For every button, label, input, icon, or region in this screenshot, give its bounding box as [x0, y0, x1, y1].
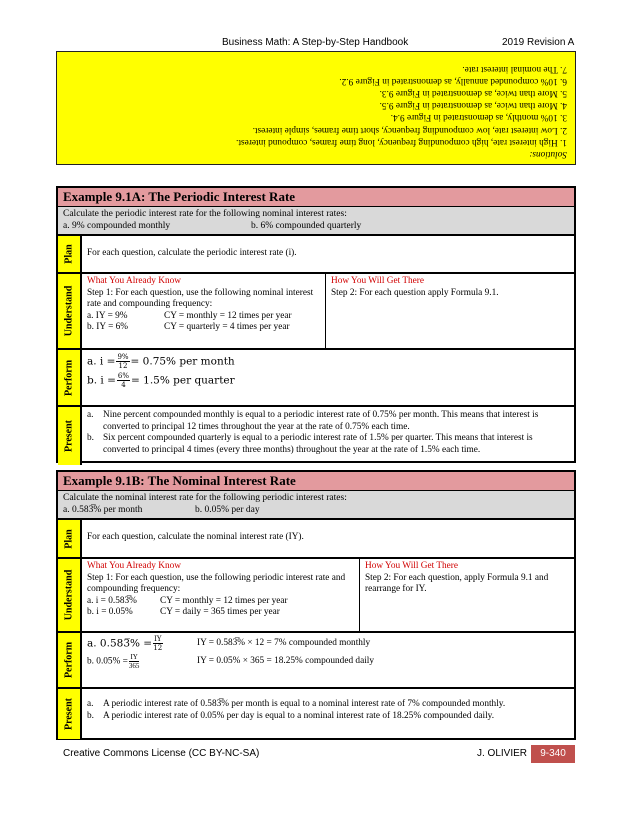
present-row	[58, 689, 574, 739]
present-a: a. Nine percent compounded monthly is equal to a periodic interest rate of 0.75% per month. This means that interest is converted to principal 12 times throughout the year at the rate of 0.75% each time.	[87, 410, 539, 432]
plan-text: For each question, calculate the nominal interest rate (IY).	[87, 532, 304, 542]
solution-item: 7. The nominal interest rate.	[462, 63, 567, 74]
problem-statement	[58, 491, 574, 520]
example-9-1b	[56, 470, 576, 740]
know-text: Step 1: For each question, use the following periodic interest rate and compounding frequency:	[87, 572, 346, 594]
understand-row	[58, 274, 574, 350]
problem-statement	[58, 207, 574, 236]
example-9-1a	[56, 186, 576, 463]
present-b: b. Six percent compounded quarterly is equal to a periodic interest rate of 1.5% per quarter. This means that interest is converted to principal 4 times (every three months) throughout the year at the rate of 1.5% each time.	[87, 433, 533, 455]
present-b: b. A periodic interest rate of 0.05% per day is equal to a nominal interest rate of 18.25% compounded daily.	[87, 710, 495, 721]
present-side-label: Present	[58, 689, 82, 739]
problem-text: Calculate the periodic interest rate for the following nominal interest rates:	[63, 209, 347, 219]
page-number: 9-340	[531, 745, 575, 763]
know-a-left: a. IY = 9%	[87, 310, 128, 321]
know-a-right: CY = monthly = 12 times per year	[160, 595, 288, 606]
how-heading: How You Will Get There	[365, 561, 459, 571]
perform-a: a. 0.583̅% = $\frac{IY}{12}$ IY = 0.583̅% × 12 = 7% compounded monthly	[87, 635, 371, 652]
know-heading: What You Already Know	[87, 276, 181, 286]
present-a: a. A periodic interest rate of 0.583̅% per month is equal to a nominal interest rate of 7% compounded monthly.	[87, 699, 506, 709]
plan-side-label: Plan	[58, 236, 82, 272]
example-title: Example 9.1A: The Periodic Interest Rate	[58, 188, 574, 207]
perform-b: b. i = $\frac{6\%}{4}$ = 1.5% per quarter	[87, 372, 235, 389]
example-title: Example 9.1B: The Nominal Interest Rate	[58, 472, 574, 491]
understand-row	[58, 559, 574, 633]
page-header	[0, 37, 630, 51]
option-a: a. 9% compounded monthly	[63, 220, 171, 231]
know-b-right: CY = daily = 365 times per year	[160, 607, 280, 617]
know-text: Step 1: For each question, use the following nominal interest rate and compounding frequency:	[87, 287, 314, 309]
author: J. OLIVIER	[477, 748, 528, 759]
perform-side-label: Perform	[58, 350, 82, 405]
solution-item: 2. Low interest rate, low compounding frequency, short time frames, simple interest.	[252, 124, 567, 135]
understand-side-label: Understand	[58, 559, 82, 631]
revision: 2019 Revision A	[502, 37, 575, 48]
perform-row	[58, 350, 574, 407]
plan-side-label: Plan	[58, 520, 82, 557]
know-b-left: b. i = 0.05%	[87, 607, 133, 617]
perform-a: a. i = $\frac{9\%}{12}$ = 0.75% per month	[87, 353, 235, 370]
know-b-right: CY = quarterly = 4 times per year	[164, 322, 290, 332]
perform-b: b. 0.05% = $\frac{IY}{365}$ IY = 0.05% × 365 = 18.25% compounded daily	[87, 653, 375, 670]
present-side-label: Present	[58, 407, 82, 465]
know-a-left: a. i = 0.583̅%	[87, 595, 137, 606]
understand-side-label: Understand	[58, 274, 82, 348]
know-b-left: b. IY = 6%	[87, 322, 129, 332]
how-text: Step 2: For each question, apply Formula 9.1 and rearrange for IY.	[365, 572, 549, 594]
solution-item: 6. 10% compounded annually, as demonstrated in Figure 9.2.	[339, 75, 567, 86]
book-title: Business Math: A Step-by-Step Handbook	[222, 37, 409, 48]
know-heading: What You Already Know	[87, 561, 181, 571]
option-b: b. 6% compounded quarterly	[251, 220, 362, 231]
know-a-right: CY = monthly = 12 times per year	[164, 310, 292, 321]
plan-row	[58, 520, 574, 559]
solution-item: 3. 10% monthly, as demonstrated in Figure 9.4.	[390, 112, 567, 123]
solution-item: 4. More than twice, as demonstrated in Figure 9.5.	[379, 100, 567, 111]
plan-text: For each question, calculate the periodic interest rate (i).	[87, 248, 297, 258]
license-text: Creative Commons License (CC BY-NC-SA)	[63, 748, 260, 759]
problem-text: Calculate the nominal interest rate for the following periodic interest rates:	[63, 493, 347, 503]
solution-item: 5. More than twice, as demonstrated in Figure 9.3.	[379, 87, 567, 98]
page-footer	[0, 745, 630, 763]
perform-side-label: Perform	[58, 633, 82, 687]
option-a: a. 0.583̅% per month	[63, 504, 143, 515]
solutions-box	[56, 51, 576, 165]
present-row	[58, 407, 574, 465]
solutions-label: Solutions:	[529, 149, 567, 159]
perform-row	[58, 633, 574, 689]
how-heading: How You Will Get There	[331, 276, 425, 286]
option-b: b. 0.05% per day	[195, 504, 260, 515]
how-text: Step 2: For each question apply Formula 9.1.	[331, 287, 499, 298]
plan-row	[58, 236, 574, 274]
solution-item: 1. High interest rate, high compounding frequency, long time frames, compound interest.	[236, 136, 567, 147]
